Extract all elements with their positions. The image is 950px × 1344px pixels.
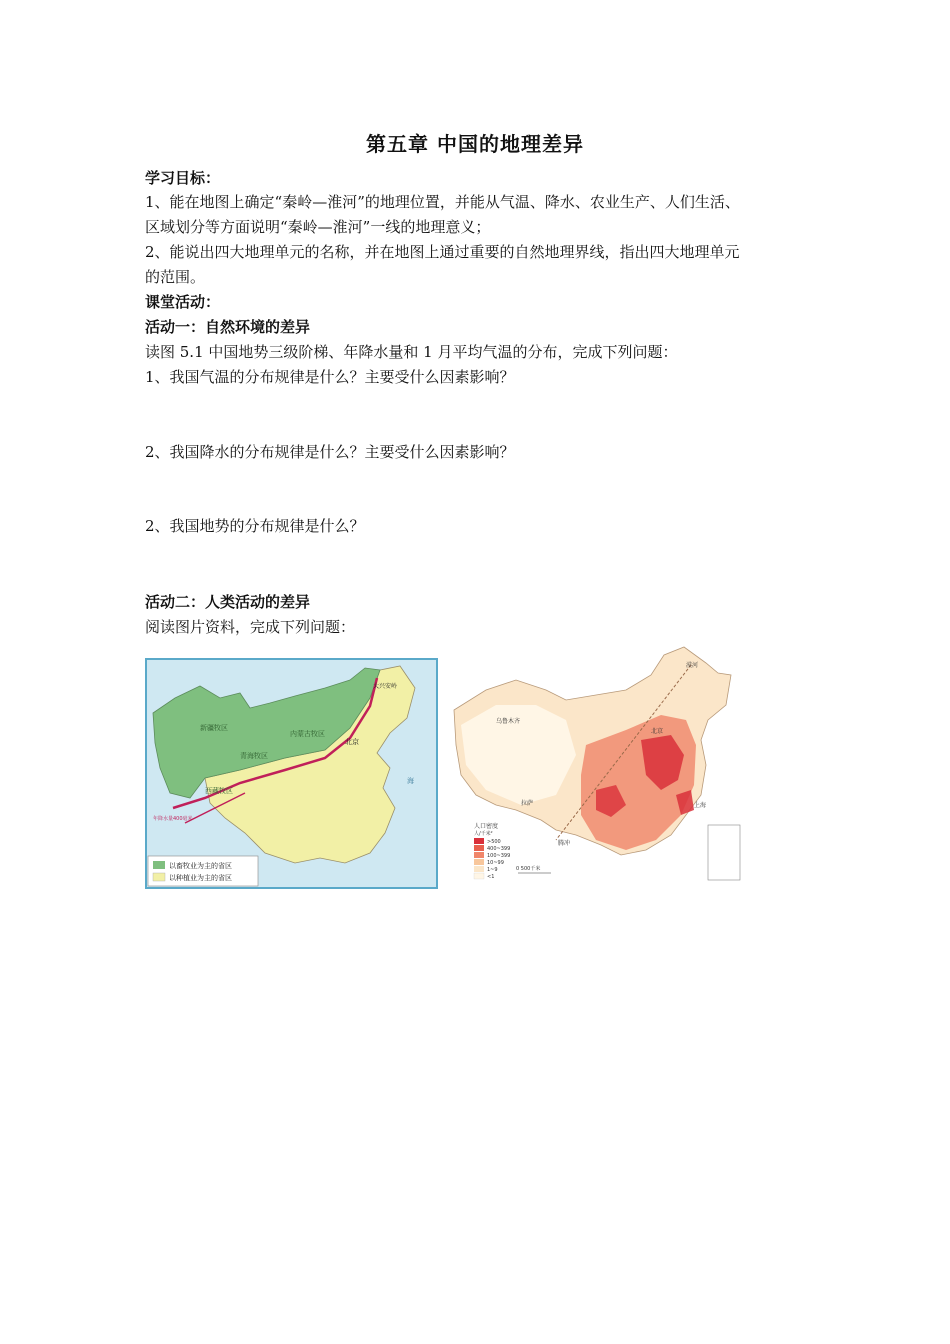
objective-line: 2、能说出四大地理单元的名称，并在地图上通过重要的自然地理界线，指出四大地理单元 bbox=[145, 243, 740, 261]
legend-unit: 人/千米² bbox=[474, 831, 493, 837]
label-qinghai: 青海牧区 bbox=[240, 752, 268, 760]
activity1-intro: 读图 5.1 中国地势三级阶梯、年降水量和 1 月平均气温的分布，完成下列问题： bbox=[145, 343, 678, 361]
legend-item: 100~399 bbox=[487, 853, 511, 859]
activity1-heading: 活动一：自然环境的差异 bbox=[145, 318, 311, 336]
label-lhasa: 拉萨 bbox=[521, 800, 534, 807]
question-1: 1、我国气温的分布规律是什么？主要受什么因素影响？ bbox=[145, 368, 515, 386]
legend-swatch-1 bbox=[474, 845, 484, 851]
legend-pasture-label: 以畜牧业为主的省区 bbox=[169, 862, 232, 870]
legend-swatch-pasture bbox=[153, 861, 165, 869]
legend-item: 1~9 bbox=[487, 867, 498, 873]
population-density-map bbox=[446, 645, 746, 885]
legend-item: 400~399 bbox=[487, 846, 511, 852]
south-sea-inset bbox=[708, 825, 740, 880]
label-beijing: 北京 bbox=[345, 738, 359, 746]
legend-swatch-2 bbox=[474, 852, 484, 858]
label-shanghai: 上海 bbox=[694, 802, 707, 809]
label-neimenggu: 内蒙古牧区 bbox=[290, 730, 325, 738]
objectives-heading: 学习目标： bbox=[145, 169, 221, 187]
activity2-intro: 阅读图片资料，完成下列问题： bbox=[145, 618, 356, 636]
legend-item: <1 bbox=[487, 874, 495, 880]
legend-swatch-5 bbox=[474, 873, 484, 879]
label-mohe: 漠河 bbox=[686, 662, 699, 669]
label-400mm: 年降水量400毫米 bbox=[153, 816, 193, 822]
label-daxinganling: 大兴安岭 bbox=[373, 683, 398, 690]
legend-item: >500 bbox=[487, 839, 501, 845]
legend-farming-label: 以种植业为主的省区 bbox=[169, 874, 232, 882]
legend-swatch-farming bbox=[153, 873, 165, 881]
label-tengchong: 腾冲 bbox=[558, 840, 571, 847]
legend-swatch-0 bbox=[474, 838, 484, 844]
map-scale: 0 500千米 bbox=[516, 866, 541, 872]
label-tibet: 西藏牧区 bbox=[205, 787, 233, 795]
question-2: 2、我国降水的分布规律是什么？主要受什么因素影响？ bbox=[145, 443, 515, 461]
activity2-heading: 活动二：人类活动的差异 bbox=[145, 593, 311, 611]
objective-line: 的范围。 bbox=[145, 268, 206, 286]
legend-swatch-3 bbox=[474, 859, 484, 865]
agriculture-region-map bbox=[145, 658, 438, 889]
label-beijing2: 北京 bbox=[651, 728, 664, 735]
label-sea: 海 bbox=[407, 777, 414, 785]
objective-line: 1、能在地图上确定“秦岭—淮河”的地理位置，并能从气温、降水、农业生产、人们生活、 bbox=[145, 193, 740, 211]
legend-title: 人口密度 bbox=[474, 823, 499, 830]
objective-line: 区域划分等方面说明“秦岭—淮河”一线的地理意义； bbox=[145, 218, 491, 236]
label-xinjiang: 新疆牧区 bbox=[200, 724, 228, 732]
activities-heading: 课堂活动： bbox=[145, 293, 221, 311]
legend-item: 10~99 bbox=[487, 860, 504, 866]
label-urumqi: 乌鲁木齐 bbox=[496, 718, 521, 725]
page-title: 第五章 中国的地理差异 bbox=[366, 132, 584, 156]
question-3: 2、我国地势的分布规律是什么？ bbox=[145, 517, 365, 535]
legend-swatch-4 bbox=[474, 866, 484, 872]
